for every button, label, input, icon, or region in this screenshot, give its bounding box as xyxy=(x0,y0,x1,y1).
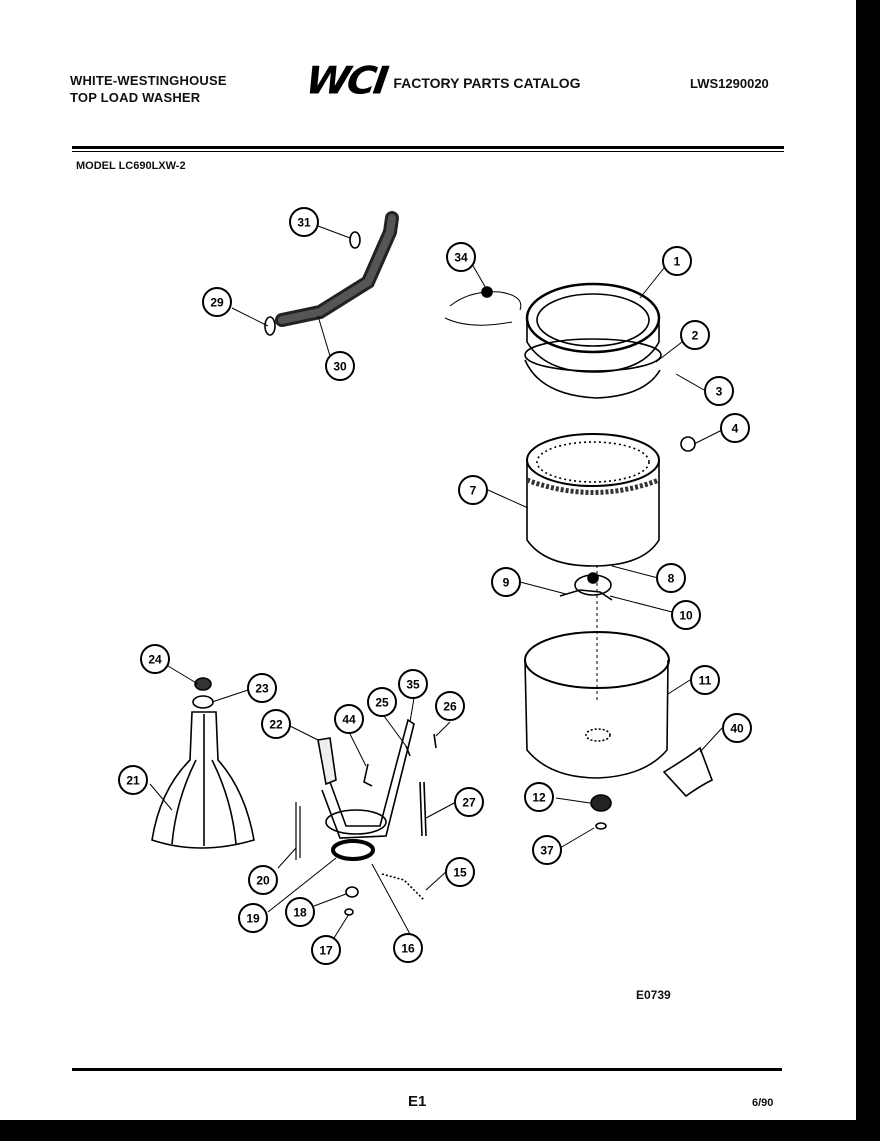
callout-label: 9 xyxy=(502,575,510,590)
callout-10 xyxy=(672,601,700,629)
callout-25 xyxy=(368,688,396,716)
hose-clamp-34 xyxy=(445,287,521,325)
callout-label: 16 xyxy=(401,941,415,956)
callout-30 xyxy=(326,352,354,380)
callout-24 xyxy=(141,645,169,673)
callout-34 xyxy=(447,243,475,271)
callout-label: 10 xyxy=(679,608,693,623)
tub-ring xyxy=(525,284,661,398)
callout-label: 31 xyxy=(297,215,311,230)
mounting-hub xyxy=(560,573,612,600)
callout-12 xyxy=(525,783,553,811)
callout-label: 7 xyxy=(469,483,477,498)
drive-assembly xyxy=(296,720,436,915)
wci-logo-mark: WCI xyxy=(302,59,389,103)
callout-35 xyxy=(399,670,427,698)
drain-plug xyxy=(591,795,611,829)
callout-9 xyxy=(492,568,520,596)
model-number: MODEL LC690LXW-2 xyxy=(76,160,186,172)
callout-label: 17 xyxy=(319,943,333,958)
agitator xyxy=(152,678,254,848)
callout-label: 22 xyxy=(269,717,283,732)
callout-40 xyxy=(723,714,751,742)
callout-label: 30 xyxy=(333,359,347,374)
drain-hose xyxy=(265,215,392,335)
callout-22 xyxy=(262,710,290,738)
callout-label: 20 xyxy=(256,873,270,888)
callout-44 xyxy=(335,705,363,733)
callout-label: 26 xyxy=(443,699,457,714)
callout-8 xyxy=(657,564,685,592)
callout-20 xyxy=(249,866,277,894)
callout-label: 35 xyxy=(406,677,420,692)
callout-label: 18 xyxy=(293,905,307,920)
callout-19 xyxy=(239,904,267,932)
page-number: E1 xyxy=(408,1093,427,1110)
callout-7 xyxy=(459,476,487,504)
callout-label: 34 xyxy=(454,250,468,265)
callout-18 xyxy=(286,898,314,926)
callout-31 xyxy=(290,208,318,236)
revision-date: 6/90 xyxy=(752,1097,774,1109)
wash-basket xyxy=(527,434,695,566)
callout-2 xyxy=(681,321,709,349)
callout-label: 24 xyxy=(148,652,162,667)
outer-tub xyxy=(525,565,669,778)
callout-23 xyxy=(248,674,276,702)
callout-11 xyxy=(691,666,719,694)
catalog-number: LWS1290020 xyxy=(690,76,769,91)
callout-label: 44 xyxy=(342,712,356,727)
callout-label: 40 xyxy=(730,721,744,736)
callout-label: 23 xyxy=(255,681,269,696)
tub-cover-40 xyxy=(664,748,712,796)
callout-label: 29 xyxy=(210,295,224,310)
callout-4 xyxy=(721,414,749,442)
callout-26 xyxy=(436,692,464,720)
callout-label: 19 xyxy=(246,911,260,926)
callout-label: 11 xyxy=(698,673,712,688)
brand-line-2: TOP LOAD WASHER xyxy=(70,90,201,105)
footer-rule xyxy=(72,1068,782,1071)
callout-label: 37 xyxy=(540,843,554,858)
callout-label: 21 xyxy=(126,773,140,788)
brand-line-1: WHITE-WESTINGHOUSE xyxy=(70,73,227,88)
callout-label: 4 xyxy=(731,421,739,436)
callout-label: 8 xyxy=(667,571,675,586)
callout-17 xyxy=(312,936,340,964)
callout-29 xyxy=(203,288,231,316)
callout-label: 12 xyxy=(532,790,546,805)
callout-circles xyxy=(119,208,751,964)
leader-lines xyxy=(150,226,722,938)
callout-16 xyxy=(394,934,422,962)
callout-label: 3 xyxy=(715,384,723,399)
callout-37 xyxy=(533,836,561,864)
diagram-code: E0739 xyxy=(636,988,671,1002)
callout-label: 1 xyxy=(673,254,681,269)
callout-label: 27 xyxy=(462,795,476,810)
callout-label: 25 xyxy=(375,695,389,710)
callout-3 xyxy=(705,377,733,405)
callout-label: 15 xyxy=(453,865,467,880)
callout-27 xyxy=(455,788,483,816)
callout-15 xyxy=(446,858,474,886)
callout-21 xyxy=(119,766,147,794)
callout-1 xyxy=(663,247,691,275)
callout-label: 2 xyxy=(691,328,699,343)
catalog-title: FACTORY PARTS CATALOG xyxy=(393,75,581,91)
